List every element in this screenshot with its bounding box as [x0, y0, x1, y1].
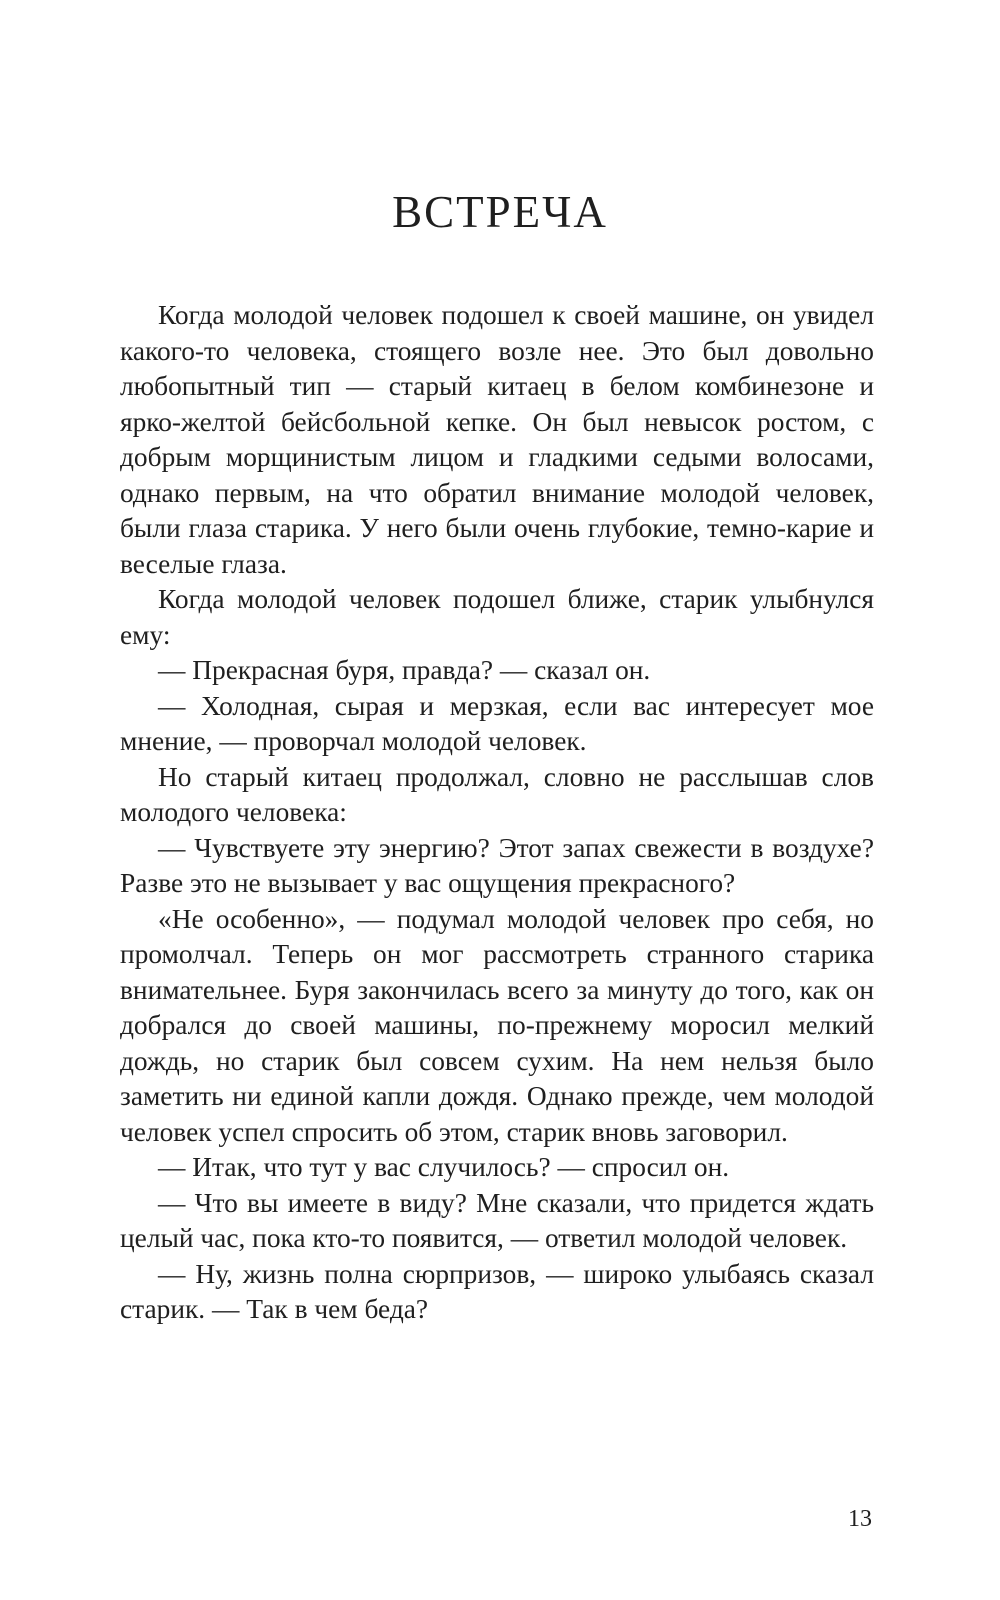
- paragraph: Когда молодой человек подошел ближе, старик улыбнулся ему:: [120, 584, 874, 650]
- paragraph: — Ну, жизнь полна сюрпризов, — широко улыбаясь сказал старик. — Так в чем беда?: [120, 1258, 874, 1324]
- paragraph: Когда молодой человек подошел к своей машине, он увидел какого-то человека, стоящего возле нее. Это был довольно любопытный тип — старый китаец в белом комбинезоне и ярко-желтой бейсбольной кепке. Он был невысок ростом, с добрым морщинистым лицом и гладкими седыми волосами, однако первым, на что обратил внимание молодой человек, были глаза старика. У него были очень глубокие, темно-карие и веселые глаза.: [120, 300, 874, 579]
- paragraph: — Чувствуете эту энергию? Этот запах свежести в воздухе? Разве это не вызывает у вас ощущения прекрасного?: [120, 832, 874, 898]
- paragraph: — Прекрасная буря, правда? — сказал он.: [158, 655, 651, 685]
- paragraph: — Итак, что тут у вас случилось? — спросил он.: [158, 1152, 730, 1182]
- paragraph: «Не особенно», — подумал молодой человек про себя, но промолчал. Теперь он мог рассмотреть странного старика внимательнее. Буря закончилась всего за минуту до того, как он добрался до своей машины, по-прежнему моросил мелкий дождь, но старик был совсем сухим. На нем нельзя было заметить ни единой капли дождя. Однако прежде, чем молодой человек успел спросить об этом, старик вновь заговорил.: [120, 903, 874, 1147]
- paragraph: Но старый китаец продолжал, словно не расслышав слов молодого человека:: [120, 761, 874, 827]
- page-number: 13: [848, 1506, 872, 1532]
- paragraph: — Что вы имеете в виду? Мне сказали, что придется ждать целый час, пока кто-то появится, — ответил молодой человек.: [120, 1187, 874, 1253]
- chapter-body: [120, 298, 874, 1328]
- paragraph: — Холодная, сырая и мерзкая, если вас интересует мое мнение, — проворчал молодой человек.: [120, 690, 874, 756]
- chapter-title: ВСТРЕЧА: [392, 187, 608, 237]
